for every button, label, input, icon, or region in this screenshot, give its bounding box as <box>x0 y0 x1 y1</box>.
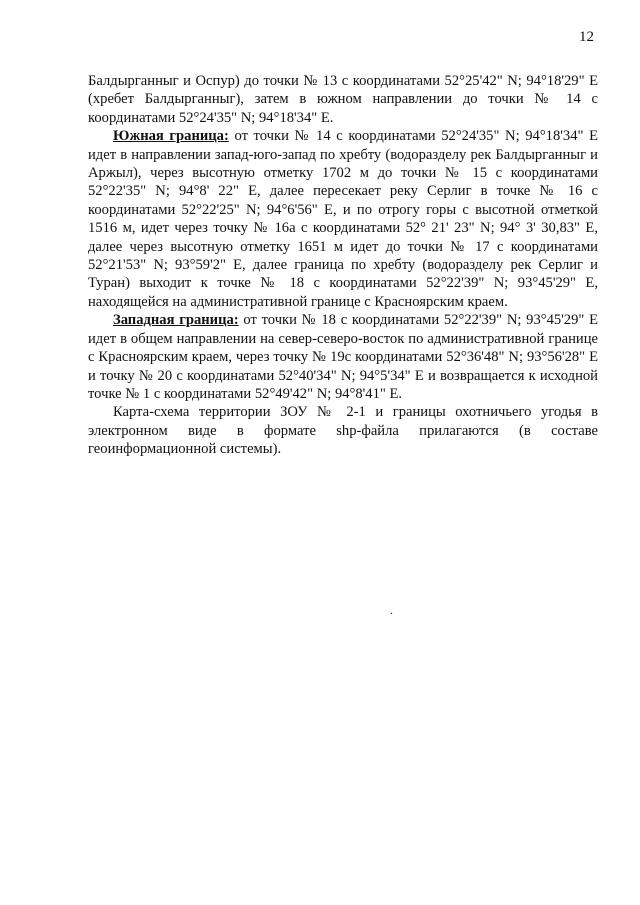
paragraph-text: от точки № 14 с координатами 52°24'35" N; 94°18'34" E идет в направлении запад-юго-запад по хребту (водоразделу рек Балдырганныг и Аржыл), через высотную отметку 1702 м до точки № 15 с координатами 52°22'35" N; 94°8' 22" E, далее пересекает реку Серлиг в точке № 16 с координатами 52°22'25" N; 94°6'56" E, и по отрогу горы с высотной отметкой 1516 м, идет через точку № 16а с координатами 52° 21' 23" N; 94° 3' 30,83" E, далее через высотную отметку 1651 м идет до точки № 17 с координатами 52°21'53" N; 93°59'2" E, далее граница по хребту (водоразделу рек Серлиг и Туран) выходит к точке № 18 с координатами 52°22'39" N; 93°45'29" E, находящейся на административной границе с Красноярским краем. <box>88 128 598 310</box>
paragraph-west-boundary <box>88 311 598 403</box>
paragraph-text: Карта-схема территории ЗОУ № 2-1 и границы охотничьего угодья в электронном виде в формате shp-файла прилагаются (в составе геоинформационной системы). <box>88 404 598 458</box>
paragraph-south-boundary <box>88 127 598 311</box>
paragraph-map-note <box>88 403 598 458</box>
page-number: 12 <box>579 29 594 45</box>
paragraph-text: Балдырганныг и Оспур) до точки № 13 с координатами 52°25'42" N; 94°18'29" E (хребет Балдырганныг), затем в южном направлении до точки № 14 с координатами 52°24'35" N; 94°18'34" E. <box>88 73 598 126</box>
paragraph-text: от точки № 18 с координатами 52°22'39" N; 93°45'29" E идет в общем направлении на север-северо-восток по административной границе с Красноярским краем, через точку № 19с координатами 52°36'48" N; 93°56'28" E и точку № 20 с координатами 52°40'34" N; 94°5'34" E и возвращается к исходной точке № 1 с координатами 52°49'42" N; 94°8'41" E. <box>88 312 598 402</box>
paragraph-north-boundary-continuation <box>88 72 598 127</box>
stray-mark: . <box>390 603 393 617</box>
west-boundary-heading: Западная граница: <box>113 312 239 329</box>
south-boundary-heading: Южная граница: <box>113 128 229 145</box>
document-body <box>88 72 598 459</box>
